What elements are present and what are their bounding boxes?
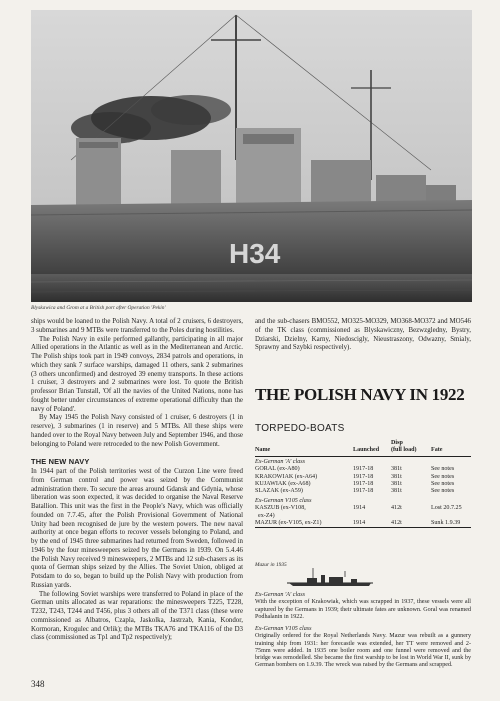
cell-fate: Lost 20.7.25 <box>431 505 462 512</box>
group-label: Ex-German 'A' class <box>255 458 305 465</box>
note-heading: Ex-German 'A' class <box>255 592 305 598</box>
cell-name: KUJAWIAK (ex-A68) <box>255 481 311 488</box>
cell-disp: 412t <box>391 520 431 528</box>
cell-disp: 381t <box>391 466 402 473</box>
column-header-disp: Disp (full load) <box>391 440 431 456</box>
column-header-fate: Fate <box>431 440 471 456</box>
cell-launched: 1917-18 <box>353 488 374 495</box>
cell-name: MAZUR (ex-V105, ex-Z1) <box>255 520 353 528</box>
table-row <box>255 520 471 528</box>
cell-disp <box>391 513 431 520</box>
cell-launched: 1917-18 <box>353 473 374 480</box>
cell-name: KRAKOWIAK (ex-A64) <box>255 473 318 480</box>
cell-name: KASZUB (ex-V108, <box>255 505 306 512</box>
cell-fate <box>431 513 471 520</box>
left-text-column <box>31 318 243 643</box>
continuation-paragraph: and the sub-chasers BMO552, MO325-MO329, MO368-MO372 and MO546 of the TK class (commissioned as Blyskawiczny, Bezwzgledny, Bystry, Dziarski, Dzielny, Karny, Niedoscigly, Nieustraszony, Odwazny, Smialy, Sprawny and Szybki respectively). <box>255 318 471 352</box>
hull-number: H34 <box>229 238 281 269</box>
table-group-row <box>255 496 471 505</box>
cell-name: GORAL (ex-A80) <box>255 466 300 473</box>
table-group-row <box>255 456 471 466</box>
section-heading-new-navy: THE NEW NAVY <box>31 457 90 467</box>
cell-launched: 1914 <box>353 520 391 528</box>
cell-launched: 1917-18 <box>353 466 374 473</box>
body-paragraph: By May 1945 the Polish Navy consisted of 1 cruiser, 6 destroyers (1 in reserve), 3 submarines (1 in reserve) and 5 MTBs. All these ships were handed over to the Royal Navy between July and September 1946, and those belonging to Poland were retroceded to the new Polish Government. <box>31 414 243 448</box>
body-paragraph: The following Soviet warships were transferred to Poland in place of the German units allocated as war reparations: the minesweepers T225, T228, T232, T243, T244 and T456, plus 3 others all of the T371 class (these were commissioned as Albatros, Czapla, Jaskolka, Jastrzab, Kania, Kondor, Kormoran, Krogulec and Orlik); the MTBs TKA76 and TKA116 of the D3 class (commissioned as Tp1 and Tp2 respectively); <box>31 590 243 642</box>
cell-launched <box>353 513 391 520</box>
table-row <box>255 466 471 473</box>
cell-launched: 1917-18 <box>353 481 374 488</box>
column-header-name: Name <box>255 440 353 456</box>
cell-launched: 1914 <box>353 505 366 512</box>
table-header-row <box>255 440 471 456</box>
group-label: Ex-German V105 class <box>255 497 312 504</box>
table-row <box>255 474 471 481</box>
cell-fate: See notes <box>431 473 455 480</box>
cell-fate: See notes <box>431 466 455 473</box>
warship-photo <box>31 10 472 302</box>
note-heading: Ex-German V105 class <box>255 626 312 632</box>
cell-disp: 381t <box>391 473 402 480</box>
section-title-torpedo-boats: TORPEDO-BOATS <box>255 423 345 434</box>
note-text: Originally ordered for the Royal Netherlands Navy. Mazur was rebuilt as a gunnery training ship from 1931: her forecastle was extended, her TT were removed and 2-75mm were added. In 1935 one boiler room and one funnel were removed and the bridge was remodelled. She became the first warship to be lost in World War II, sunk by German bombers on 1.9.39. The wreck was raised by the Germans and scrapped. <box>255 633 471 669</box>
cell-name: SLAZAK (ex-A59) <box>255 488 303 495</box>
notes-section <box>255 592 471 670</box>
cell-fate: Sunk 1.9.39 <box>431 520 471 528</box>
cell-name: ex-Z4) <box>255 512 275 519</box>
ship-profile-sketch <box>255 560 471 590</box>
body-paragraph: ships would be loaned to the Polish Navy. A total of 2 cruisers, 6 destroyers, 3 submarines and 9 MTBs were transferred to the Poles during hostilities. <box>31 318 243 334</box>
cell-disp: 381t <box>391 481 402 488</box>
table-row <box>255 513 471 520</box>
column-header-launched: Launched <box>353 440 391 456</box>
right-text-column <box>255 318 471 353</box>
body-paragraph: The Polish Navy in exile performed gallantly, participating in all major Allied operations in the Atlantic as well as in the Mediterranean and Arctic. The Polish ships took part in 1949 convoys, 2834 patrols and operations, in which they sank 7 surface warships, damaged 11 others, sank 2 submarines (3 others unconfirmed) and destroyed 39 enemy transports. In these actions 1 cruiser, 3 destroyers and 2 submarines were lost. To quote the British professor Brian Tunstall, 'Of all the navies of the United Nations, none has fought better under circumstances of extreme operational difficulty than the navy of Poland'. <box>31 335 243 413</box>
sketch-label: Mazur in 1935 <box>255 562 287 568</box>
destroyer-photo-illustration <box>31 10 472 302</box>
ship-silhouette-icon <box>285 566 375 588</box>
photo-caption: Blyskawica and Grom at a British port after Operation 'Pekin' <box>31 305 166 311</box>
torpedo-boat-table <box>255 440 471 528</box>
page-number: 348 <box>31 679 45 689</box>
chapter-title: THE POLISH NAVY IN 1922 <box>255 385 465 404</box>
cell-disp: 412t <box>391 505 402 512</box>
cell-fate: See notes <box>431 481 455 488</box>
body-paragraph: In 1944 part of the Polish territories west of the Curzon Line were freed from German control and power was seized by the Communist administration there. To secure the areas around Gdansk and Gdynia, whose liberation was soon expected, it was decided to organise the Naval Reserve Batallion. This unit was the first in the People's Navy, which was officially founded on 7.7.45, after the Polish Provisional Government of National Unity had been recognised de jure by the western powers. The new naval authority at once began efforts to recover vessels belonging to Poland, and by the end of 1945 three submarines had returned from Sweden, followed in 1946 by the four minesweepers seized by the Germans in 1939. On 5.4.46 the Polish Navy received 9 minesweepers, 2 MTBs and 12 sub-chasers as its quota of German ships seized by the Allies. The Soviet Union, obliged at Potsdam to do so, began to build up the Polish Navy with production from Russian yards. <box>31 468 243 589</box>
cell-fate: See notes <box>431 488 455 495</box>
table-row <box>255 488 471 495</box>
table-row <box>255 505 471 512</box>
cell-disp: 381t <box>391 488 402 495</box>
note-text: With the exception of Krakowiak, which was scrapped in 1937, these vessels were all captured by the Germans in 1939; their ultimate fates are unknown. Goral was renamed Podhalanin in 1922. <box>255 599 471 620</box>
